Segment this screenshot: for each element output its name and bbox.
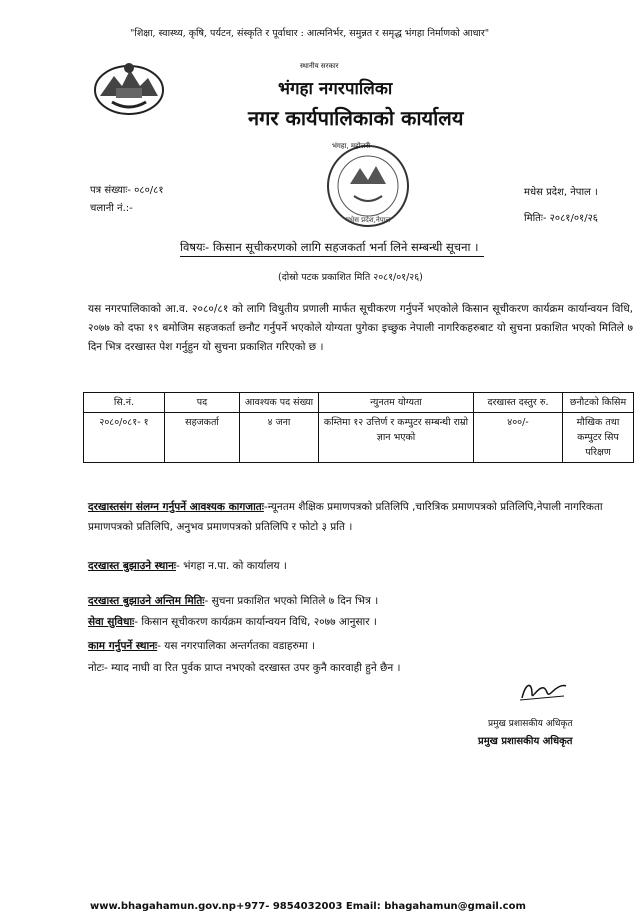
header-selection: छनौटको किसिम	[563, 393, 634, 413]
official-seal-icon	[318, 136, 418, 236]
dispatch-number: चलानी नं.:-	[90, 203, 133, 214]
header-count: आवश्यक पद संख्या	[240, 393, 319, 413]
last-date	[88, 591, 633, 611]
province-address: मधेस प्रदेश, नेपाल ।	[524, 187, 598, 198]
header-serial: सि.नं.	[84, 393, 165, 413]
letterhead-motto: "शिक्षा, स्वास्थ्य, कृषि, पर्यटन, संस्कृति र पूर्वाधार : आत्मनिर्भर, समुन्नत र समृद्ध भंगहा निर्माणको आधार"	[130, 28, 490, 39]
nepal-emblem-icon	[92, 58, 166, 118]
last-date-label: दरखास्त बुझाउने अन्तिम मितिः	[88, 595, 205, 607]
note: नोटः- म्याद नाघी वा रित पुर्वक प्राप्त नभएको दरखास्त उपर कुनै कारवाही हुने छैन ।	[88, 662, 401, 674]
local-government-label: स्थानीय सरकार	[300, 62, 339, 70]
republished-date: (दोस्रो पटक प्रकाशित मिति २०८१/०१/२६)	[278, 272, 423, 283]
document-date: मितिः- २०८१/०१/२६	[524, 213, 599, 224]
submission-place-label: दरखास्त बुझाउने स्थानः	[88, 560, 177, 572]
service-facility	[88, 612, 633, 632]
table-row	[84, 413, 634, 463]
signature-icon	[518, 678, 570, 704]
required-documents-text: -न्यूनतम शैक्षिक प्रमाणपत्रको प्रतिलिपि ,चारित्रिक प्रमाणपत्रको प्रतिलिपि,नेपाली नागरिकता प्रमाणपत्रको प्रतिलिपि, अनुभव प्रमाणपत्रको प्रतिलिपि र फोटो ३ प्रति ।	[88, 501, 603, 533]
work-place-label: काम गर्नुपर्ने स्थानः	[88, 640, 158, 652]
cell-qualification: कम्तिमा १२ उत्तिर्ण र कम्पुटर सम्बन्धी राम्रो ज्ञान भएको	[319, 413, 474, 463]
vacancy-table	[83, 392, 634, 463]
cell-selection: मौखिक तथा कम्पुटर सिप परिक्षण	[563, 413, 634, 463]
submission-place-text: - भंगहा न.पा. को कार्यालय ।	[176, 560, 287, 572]
work-place-text: - यस नगरपालिका अन्तर्गतका वडाहरुमा ।	[157, 640, 316, 652]
cell-fee: ४००/-	[474, 413, 563, 463]
submission-place	[88, 556, 633, 576]
notice-body: यस नगरपालिकाको आ.व. २०८०/८१ को लागि विधुतीय प्रणाली मार्फत सूचीकरण गर्नुपर्ने भएकोले किसान सूचीकरण कार्यक्रम कार्यान्वयन विधि, २०७७ को दफा १९ बमोजिम सहजकर्ता छनौट गर्नुपर्ने भएकोले योग्यता पुगेका इच्छुक नेपाली नागरिकहरुबाट यो सुचना प्रकाशित भएको मितिले ७ दिन भित्र दरखास्त पेश गर्नुहुन यो सुचना प्रकाशित गरिएको छ ।	[88, 303, 633, 353]
subject-underline	[180, 256, 484, 257]
header-qualification: न्युनतम योग्यता	[319, 393, 474, 413]
header-post: पद	[165, 393, 240, 413]
table-header-row	[84, 393, 634, 413]
subject-line: विषयः- किसान सूचीकरणको लागि सहजकर्ता भर्ना लिने सम्बन्धी सूचना ।	[180, 240, 479, 254]
municipality-name: भंगहा नगरपालिका	[278, 79, 393, 99]
cell-serial: २०८०/०८१- १	[84, 413, 165, 463]
seal-label: भंगहा, महोत्तरी	[332, 142, 371, 150]
signatory-title: प्रमुख प्रशासकीय अधिकृत	[488, 719, 573, 729]
work-place	[88, 636, 633, 656]
svg-text:मधेस प्रदेश,नेपाल: मधेस प्रदेश,नेपाल	[345, 216, 391, 224]
required-documents	[88, 497, 633, 537]
office-name: नगर कार्यपालिकाको कार्यालय	[248, 106, 464, 130]
service-text: - किसान सूचीकरण कार्यक्रम कार्यान्वयन विधि, २०७७ आनुसार ।	[134, 616, 377, 628]
last-date-text: - सुचना प्रकाशित भएको मितिले ७ दिन भित्र ।	[204, 595, 379, 607]
letter-number: पत्र संख्याः- ०८०/८१	[90, 185, 164, 196]
cell-post: सहजकर्ता	[165, 413, 240, 463]
service-label: सेवा सुविधाः	[88, 616, 135, 628]
footer-contact: www.bhagahamun.gov.np+977- 9854032003 Email: bhagahamun@gmail.com	[90, 901, 526, 912]
signatory-stamp: प्रमुख प्रशासकीय अधिकृत	[478, 736, 573, 747]
header-fee: दरखास्त दस्तुर रु.	[474, 393, 563, 413]
required-documents-label: दरखास्तसंग संलग्न गर्नुपर्ने आवश्यक कागजातः	[88, 501, 264, 513]
cell-count: ४ जना	[240, 413, 319, 463]
